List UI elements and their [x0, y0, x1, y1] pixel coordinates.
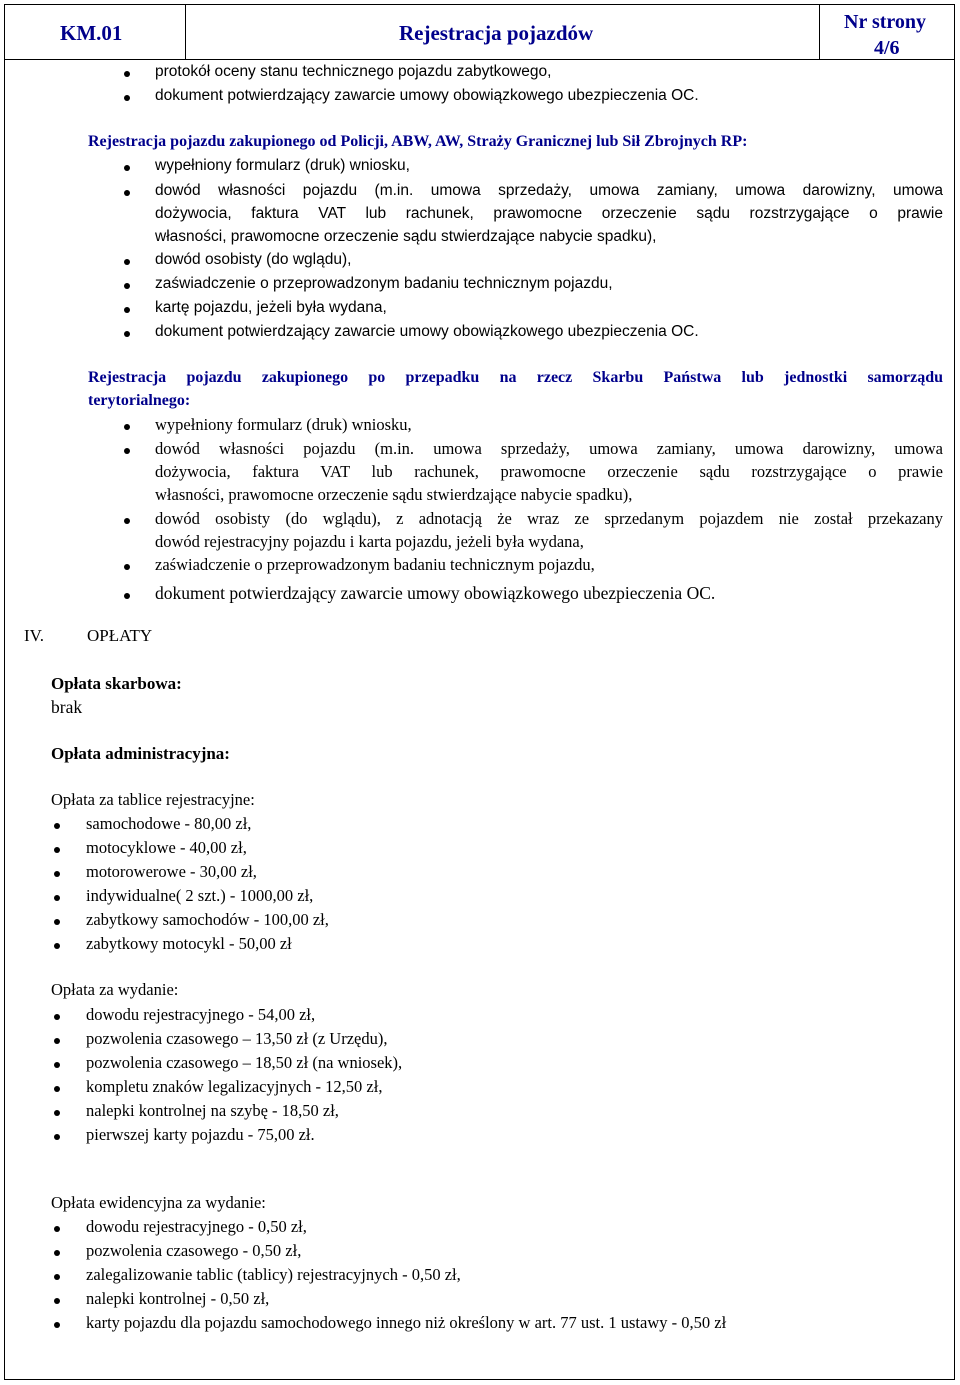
bullet-icon	[54, 1298, 60, 1304]
plates-fee-label: Opłata za tablice rejestracyjne:	[51, 790, 255, 809]
section-heading-forfeit: Rejestracja pojazdu zakupionego po przepadku na rzecz Skarbu Państwa lub jednostki samorządu	[88, 369, 943, 386]
list-item: dokument potwierdzający zawarcie umowy obowiązkowego ubezpieczenia OC.	[155, 583, 716, 603]
list-item: kartę pojazdu, jeżeli była wydana,	[155, 299, 387, 316]
list-item: zabytkowy samochodów - 100,00 zł,	[86, 910, 329, 929]
bullet-icon	[124, 190, 130, 196]
list-item-continuation: dożywocia, faktura VAT lub rachunek, prawomocne orzeczenie sądu rozstrzygające o prawie	[155, 462, 943, 481]
bullet-icon	[54, 1110, 60, 1116]
issue-fee-label: Opłata za wydanie:	[51, 980, 179, 999]
list-item: pozwolenia czasowego – 18,50 zł (na wniosek),	[86, 1053, 403, 1072]
bullet-icon	[54, 847, 60, 853]
list-item: protokół oceny stanu technicznego pojazdu zabytkowego,	[155, 63, 552, 80]
page-header	[4, 4, 955, 60]
bullet-icon	[124, 307, 130, 313]
bullet-icon	[124, 564, 130, 570]
bullet-icon	[54, 895, 60, 901]
list-item: zaświadczenie o przeprowadzonym badaniu technicznym pojazdu,	[155, 555, 595, 574]
bullet-icon	[124, 95, 130, 101]
header-page-cell	[820, 4, 955, 59]
list-item-continuation: dowód rejestracyjny pojazdu i karta pojazdu, jeżeli była wydana,	[155, 532, 584, 551]
list-item: motorowerowe - 30,00 zł,	[86, 862, 257, 881]
bullet-icon	[54, 1134, 60, 1140]
list-item: pozwolenia czasowego – 13,50 zł (z Urzędu),	[86, 1029, 388, 1048]
list-item: dowodu rejestracyjnego - 54,00 zł,	[86, 1005, 316, 1024]
bullet-icon	[124, 448, 130, 454]
bullet-icon	[54, 1322, 60, 1328]
section-title-fees: OPŁATY	[87, 626, 153, 645]
records-fee-label: Opłata ewidencyjna za wydanie:	[51, 1193, 266, 1212]
list-item: indywidualne( 2 szt.) - 1000,00 zł,	[86, 886, 314, 905]
bullet-icon	[54, 1250, 60, 1256]
list-item: dowód osobisty (do wglądu), z adnotacją że wraz ze sprzedanym pojazdem nie został przekazany	[155, 509, 943, 528]
list-item: pozwolenia czasowego - 0,50 zł,	[86, 1241, 302, 1260]
bullet-icon	[124, 259, 130, 265]
document-code: KM.01	[60, 21, 123, 45]
page-label: Nr strony	[844, 11, 927, 33]
list-item: karty pojazdu dla pojazdu samochodowego innego niż określony w art. 77 ust. 1 ustawy - 0,50 zł	[86, 1313, 727, 1332]
bullet-icon	[54, 943, 60, 949]
list-item: nalepki kontrolnej na szybę - 18,50 zł,	[86, 1101, 339, 1120]
list-item: wypełniony formularz (druk) wniosku,	[155, 415, 412, 434]
bullet-icon	[124, 593, 130, 599]
section-heading-police: Rejestracja pojazdu zakupionego od Policji, ABW, AW, Straży Granicznej lub Sił Zbrojnych RP:	[88, 133, 748, 150]
list-item: dokument potwierdzający zawarcie umowy obowiązkowego ubezpieczenia OC.	[155, 323, 699, 340]
list-item-continuation: dożywocia, faktura VAT lub rachunek, prawomocne orzeczenie sądu rozstrzygające o prawie	[155, 205, 943, 222]
bullet-icon	[54, 1274, 60, 1280]
document-title: Rejestracja pojazdów	[399, 21, 594, 45]
list-item: dowód osobisty (do wglądu),	[155, 251, 352, 268]
admin-fee-label: Opłata administracyjna:	[51, 744, 230, 763]
bullet-icon	[124, 331, 130, 337]
bullet-icon	[124, 518, 130, 524]
list-item: motocyklowe - 40,00 zł,	[86, 838, 247, 857]
list-item: nalepki kontrolnej - 0,50 zł,	[86, 1289, 270, 1308]
bullet-icon	[124, 424, 130, 430]
list-item: dowód własności pojazdu (m.in. umowa sprzedaży, umowa zamiany, umowa darowizny, umowa	[155, 439, 943, 458]
section-heading-forfeit-continuation: terytorialnego:	[88, 392, 191, 409]
list-item: pierwszej karty pojazdu - 75,00 zł.	[86, 1125, 315, 1144]
bullet-icon	[124, 165, 130, 171]
list-item-continuation: własności, prawomocne orzeczenie sądu stwierdzające nabycie spadku),	[155, 485, 633, 504]
bullet-icon	[54, 871, 60, 877]
bullet-icon	[124, 71, 130, 77]
bullet-icon	[54, 1014, 60, 1020]
bullet-icon	[54, 1062, 60, 1068]
list-item: dokument potwierdzający zawarcie umowy obowiązkowego ubezpieczenia OC.	[155, 87, 699, 104]
list-item: zalegalizowanie tablic (tablicy) rejestracyjnych - 0,50 zł,	[86, 1265, 461, 1284]
list-item: zabytkowy motocykl - 50,00 zł	[86, 934, 292, 953]
list-item: kompletu znaków legalizacyjnych - 12,50 zł,	[86, 1077, 383, 1096]
bullet-icon	[54, 1226, 60, 1232]
bullet-icon	[54, 1038, 60, 1044]
bullet-icon	[54, 1086, 60, 1092]
list-item-continuation: własności, prawomocne orzeczenie sądu stwierdzające nabycie spadku),	[155, 228, 657, 245]
list-item: samochodowe - 80,00 zł,	[86, 814, 252, 833]
bullet-icon	[54, 919, 60, 925]
list-item: zaświadczenie o przeprowadzonym badaniu technicznym pojazdu,	[155, 275, 613, 292]
list-item: dowodu rejestracyjnego - 0,50 zł,	[86, 1217, 307, 1236]
page-number: 4/6	[874, 37, 900, 59]
bullet-icon	[124, 283, 130, 289]
header-title-cell	[186, 4, 820, 59]
list-item: dowód własności pojazdu (m.in. umowa sprzedaży, umowa zamiany, umowa darowizny, umowa	[155, 182, 943, 199]
section-number: IV.	[24, 626, 44, 645]
bullet-icon	[54, 823, 60, 829]
stamp-fee-value: brak	[51, 697, 83, 717]
list-item: wypełniony formularz (druk) wniosku,	[155, 157, 410, 174]
header-code-cell	[4, 4, 186, 59]
stamp-fee-label: Opłata skarbowa:	[51, 674, 182, 693]
